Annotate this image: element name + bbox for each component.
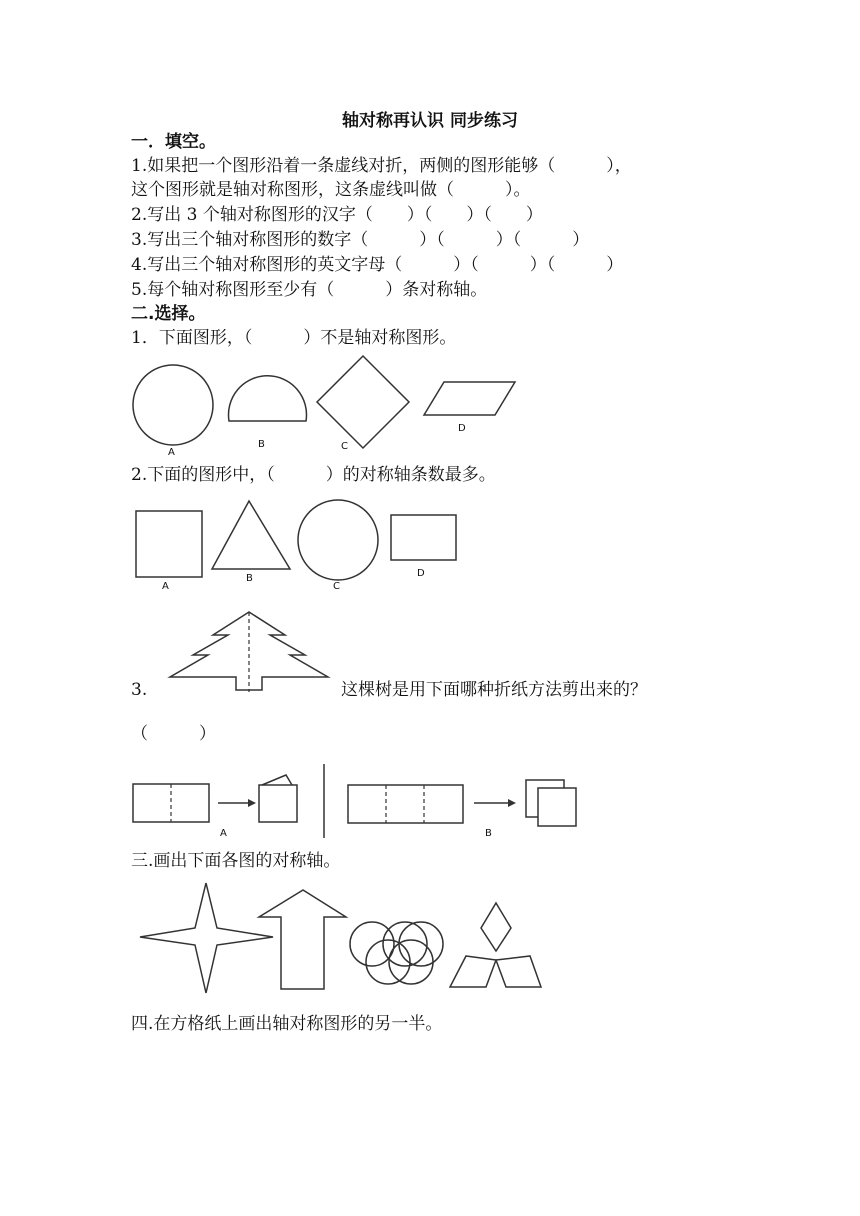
- section1-heading: 一．填空。: [131, 132, 216, 152]
- q2-label-a: A: [162, 581, 169, 592]
- q1-line2: 这个图形就是轴对称图形，这条虚线叫做（ ）。: [131, 180, 531, 200]
- q2-label-c: C: [333, 581, 340, 592]
- q1-label-d: D: [458, 423, 466, 434]
- q3-text: 3.写出三个轴对称图形的数字（ ）（ ）（ ）: [131, 230, 590, 250]
- q4-text: 4.写出三个轴对称图形的英文字母（ ）（ ）（ ）: [131, 255, 624, 275]
- choice-q1-text: 1．下面图形，（ ）不是轴对称图形。: [131, 328, 457, 348]
- choice-q3-number: 3.: [131, 680, 148, 700]
- page-title: 轴对称再认识 同步练习: [342, 111, 518, 131]
- section2-heading: 二.选择。: [131, 304, 206, 324]
- section4-heading: 四.在方格纸上画出轴对称图形的另一半。: [131, 1014, 443, 1034]
- q3-label-a: A: [220, 828, 227, 839]
- olympic-rings: [350, 922, 443, 984]
- diamonds-shape: [450, 903, 541, 987]
- q2-label-d: D: [417, 568, 425, 579]
- q1-label-b: B: [258, 439, 265, 450]
- q2-label-b: B: [246, 573, 253, 584]
- choice-q3-text: 这棵树是用下面哪种折纸方法剪出来的？: [341, 680, 647, 700]
- q1-label-a: A: [168, 447, 175, 458]
- star-shape: [140, 883, 273, 993]
- choice-q2-text: 2.下面的图形中，（ ）的对称轴条数最多。: [131, 465, 496, 485]
- arrow-shape: [259, 890, 346, 989]
- choice-q3-answer: （ ）: [131, 724, 216, 744]
- q1-line1: 1.如果把一个图形沿着一条虚线对折，两侧的图形能够（ ），: [131, 156, 632, 176]
- section3-heading: 三.画出下面各图的对称轴。: [131, 851, 341, 871]
- q1-label-c: C: [341, 441, 348, 452]
- q5-text: 5.每个轴对称图形至少有（ ）条对称轴。: [131, 280, 488, 300]
- q3-label-b: B: [485, 828, 492, 839]
- q2-text: 2.写出 3 个轴对称图形的汉字（ ）（ ）（ ）: [131, 205, 543, 225]
